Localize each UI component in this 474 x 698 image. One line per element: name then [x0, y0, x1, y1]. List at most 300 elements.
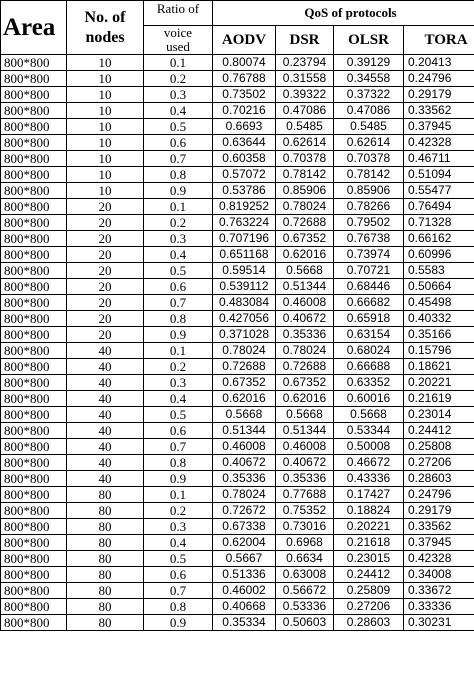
cell-dsr: 0.51344 — [276, 279, 334, 295]
cell-nodes: 10 — [67, 135, 144, 151]
cell-tora: 0.20413 — [404, 55, 474, 71]
table-row — [1, 503, 474, 519]
cell-ratio: 0.5 — [144, 263, 213, 279]
table-header — [1, 1, 474, 55]
cell-area: 800*800 — [1, 407, 67, 423]
cell-nodes: 80 — [67, 567, 144, 583]
table-row — [1, 615, 474, 631]
cell-ratio: 0.7 — [144, 583, 213, 599]
table-row — [1, 215, 474, 231]
cell-nodes: 10 — [67, 167, 144, 183]
cell-ratio: 0.7 — [144, 295, 213, 311]
cell-nodes: 40 — [67, 359, 144, 375]
cell-olsr: 0.21618 — [334, 535, 404, 551]
cell-tora: 0.20221 — [404, 375, 474, 391]
cell-ratio: 0.6 — [144, 423, 213, 439]
cell-nodes: 20 — [67, 263, 144, 279]
cell-area: 800*800 — [1, 327, 67, 343]
cell-olsr: 0.70378 — [334, 151, 404, 167]
cell-ratio: 0.5 — [144, 407, 213, 423]
nodes-header — [67, 1, 144, 55]
cell-nodes: 20 — [67, 199, 144, 215]
cell-area: 800*800 — [1, 103, 67, 119]
cell-olsr: 0.85906 — [334, 183, 404, 199]
cell-dsr: 0.67352 — [276, 231, 334, 247]
cell-olsr: 0.73974 — [334, 247, 404, 263]
cell-nodes: 20 — [67, 295, 144, 311]
cell-ratio: 0.1 — [144, 199, 213, 215]
cell-area: 800*800 — [1, 231, 67, 247]
cell-tora: 0.5583 — [404, 263, 474, 279]
cell-tora: 0.51094 — [404, 167, 474, 183]
cell-olsr: 0.5668 — [334, 407, 404, 423]
cell-aodv: 0.371028 — [213, 327, 276, 343]
cell-ratio: 0.6 — [144, 135, 213, 151]
cell-area: 800*800 — [1, 199, 67, 215]
cell-olsr: 0.46672 — [334, 455, 404, 471]
cell-dsr: 0.31558 — [276, 71, 334, 87]
cell-area: 800*800 — [1, 215, 67, 231]
cell-tora: 0.23014 — [404, 407, 474, 423]
table-row — [1, 71, 474, 87]
cell-area: 800*800 — [1, 167, 67, 183]
cell-tora: 0.45498 — [404, 295, 474, 311]
cell-olsr: 0.65918 — [334, 311, 404, 327]
cell-nodes: 80 — [67, 615, 144, 631]
cell-area: 800*800 — [1, 487, 67, 503]
cell-area: 800*800 — [1, 247, 67, 263]
cell-area: 800*800 — [1, 151, 67, 167]
cell-ratio: 0.3 — [144, 375, 213, 391]
cell-tora: 0.18621 — [404, 359, 474, 375]
cell-ratio: 0.4 — [144, 391, 213, 407]
cell-olsr: 0.20221 — [334, 519, 404, 535]
cell-tora: 0.34008 — [404, 567, 474, 583]
cell-dsr: 0.78024 — [276, 343, 334, 359]
table-row — [1, 311, 474, 327]
cell-aodv: 0.51336 — [213, 567, 276, 583]
cell-dsr: 0.53336 — [276, 599, 334, 615]
cell-aodv: 0.539112 — [213, 279, 276, 295]
table-row — [1, 103, 474, 119]
cell-area: 800*800 — [1, 279, 67, 295]
cell-aodv: 0.40668 — [213, 599, 276, 615]
cell-olsr: 0.66682 — [334, 295, 404, 311]
cell-dsr: 0.35336 — [276, 471, 334, 487]
cell-olsr: 0.34558 — [334, 71, 404, 87]
cell-tora: 0.50664 — [404, 279, 474, 295]
cell-olsr: 0.76738 — [334, 231, 404, 247]
cell-area: 800*800 — [1, 343, 67, 359]
cell-dsr: 0.78142 — [276, 167, 334, 183]
table-row — [1, 391, 474, 407]
cell-tora: 0.33336 — [404, 599, 474, 615]
cell-ratio: 0.6 — [144, 279, 213, 295]
cell-dsr: 0.51344 — [276, 423, 334, 439]
cell-aodv: 0.78024 — [213, 487, 276, 503]
cell-nodes: 20 — [67, 327, 144, 343]
cell-tora: 0.30231 — [404, 615, 474, 631]
cell-area: 800*800 — [1, 503, 67, 519]
cell-dsr: 0.78024 — [276, 199, 334, 215]
cell-ratio: 0.8 — [144, 167, 213, 183]
cell-area: 800*800 — [1, 391, 67, 407]
cell-dsr: 0.75352 — [276, 503, 334, 519]
cell-area: 800*800 — [1, 583, 67, 599]
cell-nodes: 20 — [67, 215, 144, 231]
cell-aodv: 0.67352 — [213, 375, 276, 391]
cell-dsr: 0.85906 — [276, 183, 334, 199]
table-row — [1, 487, 474, 503]
cell-dsr: 0.56672 — [276, 583, 334, 599]
cell-area: 800*800 — [1, 455, 67, 471]
cell-tora: 0.33672 — [404, 583, 474, 599]
cell-aodv: 0.5667 — [213, 551, 276, 567]
table-row — [1, 471, 474, 487]
cell-olsr: 0.5485 — [334, 119, 404, 135]
cell-nodes: 10 — [67, 87, 144, 103]
cell-nodes: 40 — [67, 455, 144, 471]
nodes-header-line1: No. of — [84, 8, 126, 26]
table-row — [1, 599, 474, 615]
protocol-header-tora: TORA — [404, 26, 474, 55]
cell-area: 800*800 — [1, 183, 67, 199]
cell-dsr: 0.62016 — [276, 391, 334, 407]
cell-dsr: 0.40672 — [276, 455, 334, 471]
cell-olsr: 0.43336 — [334, 471, 404, 487]
cell-dsr: 0.5485 — [276, 119, 334, 135]
cell-area: 800*800 — [1, 311, 67, 327]
cell-nodes: 40 — [67, 391, 144, 407]
cell-aodv: 0.76788 — [213, 71, 276, 87]
cell-ratio: 0.9 — [144, 327, 213, 343]
cell-dsr: 0.62614 — [276, 135, 334, 151]
cell-dsr: 0.23794 — [276, 55, 334, 71]
cell-ratio: 0.2 — [144, 359, 213, 375]
cell-area: 800*800 — [1, 359, 67, 375]
cell-olsr: 0.17427 — [334, 487, 404, 503]
cell-aodv: 0.46002 — [213, 583, 276, 599]
cell-nodes: 10 — [67, 151, 144, 167]
cell-aodv: 0.35334 — [213, 615, 276, 631]
cell-aodv: 0.51344 — [213, 423, 276, 439]
cell-dsr: 0.67352 — [276, 375, 334, 391]
qos-header: QoS of protocols — [213, 1, 474, 26]
cell-tora: 0.24796 — [404, 71, 474, 87]
table-row — [1, 167, 474, 183]
cell-nodes: 40 — [67, 471, 144, 487]
cell-area: 800*800 — [1, 71, 67, 87]
cell-tora: 0.25808 — [404, 439, 474, 455]
cell-aodv: 0.63644 — [213, 135, 276, 151]
cell-nodes: 20 — [67, 231, 144, 247]
table-row — [1, 407, 474, 423]
protocol-header-aodv: AODV — [213, 26, 276, 55]
table-row — [1, 375, 474, 391]
area-header: Area — [1, 1, 67, 55]
cell-area: 800*800 — [1, 87, 67, 103]
cell-aodv: 0.59514 — [213, 263, 276, 279]
cell-ratio: 0.7 — [144, 151, 213, 167]
table-row — [1, 199, 474, 215]
cell-olsr: 0.27206 — [334, 599, 404, 615]
cell-dsr: 0.35336 — [276, 327, 334, 343]
cell-aodv: 0.763224 — [213, 215, 276, 231]
cell-ratio: 0.1 — [144, 55, 213, 71]
cell-aodv: 0.62016 — [213, 391, 276, 407]
cell-olsr: 0.18824 — [334, 503, 404, 519]
cell-area: 800*800 — [1, 263, 67, 279]
cell-ratio: 0.3 — [144, 87, 213, 103]
table-row — [1, 231, 474, 247]
table-body — [1, 55, 474, 631]
cell-tora: 0.29179 — [404, 503, 474, 519]
cell-nodes: 10 — [67, 103, 144, 119]
cell-aodv: 0.73502 — [213, 87, 276, 103]
cell-tora: 0.27206 — [404, 455, 474, 471]
cell-ratio: 0.8 — [144, 455, 213, 471]
cell-tora: 0.37945 — [404, 535, 474, 551]
cell-area: 800*800 — [1, 535, 67, 551]
cell-ratio: 0.5 — [144, 551, 213, 567]
cell-ratio: 0.3 — [144, 519, 213, 535]
table-row — [1, 295, 474, 311]
cell-dsr: 0.6968 — [276, 535, 334, 551]
cell-ratio: 0.8 — [144, 311, 213, 327]
cell-area: 800*800 — [1, 423, 67, 439]
cell-tora: 0.76494 — [404, 199, 474, 215]
cell-aodv: 0.70216 — [213, 103, 276, 119]
cell-nodes: 80 — [67, 599, 144, 615]
cell-olsr: 0.78142 — [334, 167, 404, 183]
cell-tora: 0.15796 — [404, 343, 474, 359]
cell-ratio: 0.4 — [144, 247, 213, 263]
cell-tora: 0.42328 — [404, 551, 474, 567]
cell-dsr: 0.62016 — [276, 247, 334, 263]
cell-olsr: 0.63154 — [334, 327, 404, 343]
cell-dsr: 0.77688 — [276, 487, 334, 503]
table-row — [1, 455, 474, 471]
table-row — [1, 279, 474, 295]
cell-tora: 0.24796 — [404, 487, 474, 503]
cell-ratio: 0.7 — [144, 439, 213, 455]
cell-dsr: 0.46008 — [276, 439, 334, 455]
cell-aodv: 0.819252 — [213, 199, 276, 215]
table-row — [1, 343, 474, 359]
cell-olsr: 0.66688 — [334, 359, 404, 375]
cell-ratio: 0.9 — [144, 471, 213, 487]
table-row — [1, 119, 474, 135]
cell-tora: 0.66162 — [404, 231, 474, 247]
cell-nodes: 20 — [67, 311, 144, 327]
cell-nodes: 40 — [67, 439, 144, 455]
cell-olsr: 0.68024 — [334, 343, 404, 359]
cell-area: 800*800 — [1, 295, 67, 311]
protocol-header-dsr: DSR — [276, 26, 334, 55]
cell-dsr: 0.47086 — [276, 103, 334, 119]
cell-ratio: 0.3 — [144, 231, 213, 247]
cell-ratio: 0.2 — [144, 503, 213, 519]
cell-olsr: 0.28603 — [334, 615, 404, 631]
cell-nodes: 10 — [67, 71, 144, 87]
cell-dsr: 0.73016 — [276, 519, 334, 535]
cell-area: 800*800 — [1, 119, 67, 135]
cell-olsr: 0.79502 — [334, 215, 404, 231]
table-row — [1, 567, 474, 583]
cell-tora: 0.35166 — [404, 327, 474, 343]
table-row — [1, 183, 474, 199]
cell-dsr: 0.46008 — [276, 295, 334, 311]
table-row — [1, 423, 474, 439]
cell-ratio: 0.4 — [144, 535, 213, 551]
cell-olsr: 0.47086 — [334, 103, 404, 119]
cell-olsr: 0.39129 — [334, 55, 404, 71]
table-row — [1, 247, 474, 263]
cell-tora: 0.29179 — [404, 87, 474, 103]
cell-dsr: 0.70378 — [276, 151, 334, 167]
cell-aodv: 0.67338 — [213, 519, 276, 535]
cell-aodv: 0.72688 — [213, 359, 276, 375]
cell-olsr: 0.24412 — [334, 567, 404, 583]
cell-dsr: 0.40672 — [276, 311, 334, 327]
cell-olsr: 0.25809 — [334, 583, 404, 599]
cell-aodv: 0.78024 — [213, 343, 276, 359]
cell-dsr: 0.5668 — [276, 263, 334, 279]
cell-ratio: 0.1 — [144, 487, 213, 503]
cell-area: 800*800 — [1, 135, 67, 151]
table-row — [1, 327, 474, 343]
cell-nodes: 20 — [67, 279, 144, 295]
cell-area: 800*800 — [1, 55, 67, 71]
cell-olsr: 0.37322 — [334, 87, 404, 103]
table-row — [1, 519, 474, 535]
cell-area: 800*800 — [1, 567, 67, 583]
cell-ratio: 0.4 — [144, 103, 213, 119]
cell-olsr: 0.78266 — [334, 199, 404, 215]
cell-nodes: 40 — [67, 407, 144, 423]
cell-nodes: 10 — [67, 183, 144, 199]
cell-ratio: 0.1 — [144, 343, 213, 359]
table-row — [1, 55, 474, 71]
table-row — [1, 151, 474, 167]
cell-aodv: 0.57072 — [213, 167, 276, 183]
cell-nodes: 40 — [67, 423, 144, 439]
cell-aodv: 0.46008 — [213, 439, 276, 455]
cell-dsr: 0.72688 — [276, 359, 334, 375]
table-row — [1, 439, 474, 455]
cell-nodes: 80 — [67, 503, 144, 519]
cell-nodes: 40 — [67, 375, 144, 391]
cell-tora: 0.60996 — [404, 247, 474, 263]
cell-area: 800*800 — [1, 599, 67, 615]
cell-tora: 0.28603 — [404, 471, 474, 487]
cell-aodv: 0.35336 — [213, 471, 276, 487]
cell-ratio: 0.6 — [144, 567, 213, 583]
cell-tora: 0.40332 — [404, 311, 474, 327]
cell-tora: 0.55477 — [404, 183, 474, 199]
ratio-header-used: used — [166, 39, 190, 54]
cell-ratio: 0.2 — [144, 71, 213, 87]
cell-olsr: 0.63352 — [334, 375, 404, 391]
cell-aodv: 0.651168 — [213, 247, 276, 263]
protocol-header-olsr: OLSR — [334, 26, 404, 55]
cell-area: 800*800 — [1, 615, 67, 631]
cell-tora: 0.21619 — [404, 391, 474, 407]
cell-dsr: 0.6634 — [276, 551, 334, 567]
cell-tora: 0.71328 — [404, 215, 474, 231]
cell-aodv: 0.483084 — [213, 295, 276, 311]
cell-nodes: 80 — [67, 535, 144, 551]
ratio-header-line2 — [144, 26, 213, 55]
table-row — [1, 263, 474, 279]
table-row — [1, 135, 474, 151]
cell-ratio: 0.9 — [144, 183, 213, 199]
cell-aodv: 0.707196 — [213, 231, 276, 247]
table-row — [1, 87, 474, 103]
cell-aodv: 0.62004 — [213, 535, 276, 551]
cell-nodes: 80 — [67, 583, 144, 599]
cell-olsr: 0.62614 — [334, 135, 404, 151]
table-row — [1, 535, 474, 551]
cell-area: 800*800 — [1, 471, 67, 487]
cell-aodv: 0.72672 — [213, 503, 276, 519]
cell-nodes: 80 — [67, 519, 144, 535]
table-row — [1, 551, 474, 567]
cell-ratio: 0.5 — [144, 119, 213, 135]
cell-nodes: 20 — [67, 247, 144, 263]
cell-tora: 0.33562 — [404, 519, 474, 535]
cell-dsr: 0.50603 — [276, 615, 334, 631]
cell-aodv: 0.6693 — [213, 119, 276, 135]
cell-olsr: 0.70721 — [334, 263, 404, 279]
table-row — [1, 583, 474, 599]
cell-dsr: 0.72688 — [276, 215, 334, 231]
cell-aodv: 0.60358 — [213, 151, 276, 167]
ratio-header-voice: voice — [163, 25, 193, 40]
table-row — [1, 359, 474, 375]
cell-area: 800*800 — [1, 439, 67, 455]
cell-olsr: 0.60016 — [334, 391, 404, 407]
cell-olsr: 0.50008 — [334, 439, 404, 455]
cell-nodes: 10 — [67, 119, 144, 135]
cell-nodes: 80 — [67, 551, 144, 567]
cell-tora: 0.33562 — [404, 103, 474, 119]
cell-aodv: 0.427056 — [213, 311, 276, 327]
cell-ratio: 0.2 — [144, 215, 213, 231]
cell-tora: 0.37945 — [404, 119, 474, 135]
cell-nodes: 40 — [67, 343, 144, 359]
cell-tora: 0.24412 — [404, 423, 474, 439]
cell-olsr: 0.68446 — [334, 279, 404, 295]
cell-tora: 0.42328 — [404, 135, 474, 151]
cell-tora: 0.46711 — [404, 151, 474, 167]
cell-ratio: 0.9 — [144, 615, 213, 631]
cell-area: 800*800 — [1, 375, 67, 391]
cell-aodv: 0.80074 — [213, 55, 276, 71]
cell-dsr: 0.39322 — [276, 87, 334, 103]
cell-aodv: 0.40672 — [213, 455, 276, 471]
cell-olsr: 0.53344 — [334, 423, 404, 439]
cell-nodes: 80 — [67, 487, 144, 503]
ratio-header-line1: Ratio of — [144, 1, 213, 26]
cell-aodv: 0.53786 — [213, 183, 276, 199]
cell-dsr: 0.63008 — [276, 567, 334, 583]
cell-area: 800*800 — [1, 551, 67, 567]
cell-olsr: 0.23015 — [334, 551, 404, 567]
nodes-header-line2: nodes — [85, 28, 125, 46]
cell-aodv: 0.5668 — [213, 407, 276, 423]
cell-area: 800*800 — [1, 519, 67, 535]
